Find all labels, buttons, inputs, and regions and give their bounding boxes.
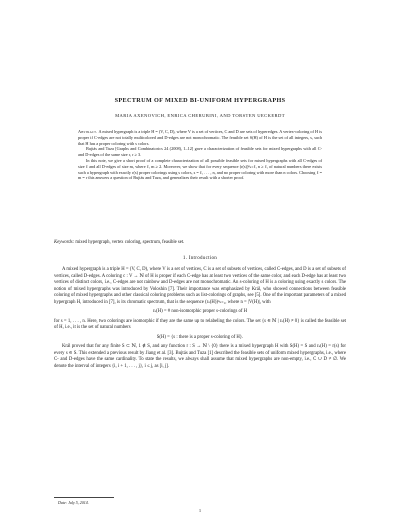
- abstract-text-1: A mixed hypergraph is a triple H = (V, C, D), where V is a set of vertices, C and D are sets of hyperedges. A vertex-coloring of H is proper if C-edges are not totally multicolored and D-edges are not monochromatic. The feasible set S(H) of H is the set of all integers, s, such that H has a proper coloring with s colors.: [78, 129, 323, 146]
- keywords-text: mixed hypergraph, vertex coloring, spectrum, feasible set.: [75, 240, 185, 245]
- abstract-paragraph-2: Bujtás and Tuza [Graphs and Combinatorics 24 (2008), 1–12] gave a characterization of feasible sets for mixed hypergraphs with all C- and D-edges of the same size r, r ≥ 3.: [78, 146, 322, 158]
- equation-feasible-set: S(H) = {s : there is a proper s-coloring of H}.: [156, 334, 244, 340]
- equation-chromatic-spectrum: rₛ(H) = # non-isomorphic proper s-colorings of H: [152, 309, 248, 314]
- intro-paragraph-3: Král proved that for any finite S ⊂ ℕ, 1 ∉ S, and any function r : S → ℕ \ {0} there is a mixed hypergraph H with S(H) = S and rₛ(H) = r(s) for every s ∈ S. This extended a previous result by Jiang et al. [3]. Bujtás and Tuza [1] described the feasible sets of uniform mixed hypergraphs, i.e., where C- and D-edges have the same cardinality. To state the results, we always shall assume that mixed hypergraphs are non-empty, i.e., C ∪ D ≠ ∅. We denote the interval of integers {i, i + 1, . . . , j}, i ≤ j, as [i, j].: [54, 344, 346, 369]
- paper-authors: MARIA AXENOVICH, ENRICA CHERUBINI, AND TORSTEN UECKERDT: [115, 113, 285, 118]
- intro-paragraph-2: for s = 1, . . . , n. Here, two colorings are isomorphic if they are the same up to relabeling the colors. The set {s ∈ ℕ | rₛ(H) ≠ 0} is called the feasible set of H, i.e., it is the set of natural numbers: [54, 318, 346, 330]
- footnote-rule: [54, 497, 114, 498]
- abstract-label: Abstract.: [78, 129, 98, 134]
- page-number: 1: [198, 508, 202, 513]
- abstract-paragraph-1: [78, 129, 322, 146]
- abstract: [78, 129, 322, 181]
- intro-paragraph-1: A mixed hypergraph is a triple H = (V, C, D), where V is a set of vertices, C is a set of subsets of vertices, called C-edges, and D is a set of subsets of vertices, called D-edges. A coloring c : V → ℕ of H is proper if each C-edge has at least two vertices of the same color, and each D-edge has at least two vertices of distinct colors, i.e., C-edges are not rainbow and D-edges are not monochromatic. An s-coloring of H is a coloring using exactly s colors. The notion of mixed hypergraphs was introduced by Voloshin [7]. Their importance was emphasized by Král, who showed connections between feasible coloring of mixed hypergraphs and other classical coloring problems such as list-colorings of graphs, see [5]. One of the important parameters of a mixed hypergraph H, introduced in [7], is its chromatic spectrum, that is the sequence (rₛ(H))ⁿₛ₌₁, where n = |V(H)|, with: [54, 267, 346, 305]
- section-heading: 1. Introduction: [182, 256, 218, 261]
- keywords-label: Keywords:: [54, 240, 75, 245]
- keywords: [54, 240, 346, 245]
- abstract-paragraph-3: In this note, we give a short proof of a complete characterization of all possible feasible sets for mixed hypergraphs with all C-edges of size ℓ and all D-edges of size m, where ℓ, m ≥ 2. Moreover, we show that for every sequence (r(s))ⁿₛ₌ℓ, n ≥ ℓ, of natural numbers there exists such a hypergraph with exactly r(s) proper colorings using s colors, s = ℓ, . . . , n, and no proper coloring with more than n colors. Choosing ℓ = m = r this answers a question of Bujtás and Tuza, and generalizes their result with a shorter proof.: [78, 157, 322, 181]
- introduction-body: [54, 267, 346, 370]
- paper-title: SPECTRUM OF MIXED BI-UNIFORM HYPERGRAPHS: [114, 97, 286, 104]
- footnote-date: Date: July 5, 2014.: [58, 500, 89, 505]
